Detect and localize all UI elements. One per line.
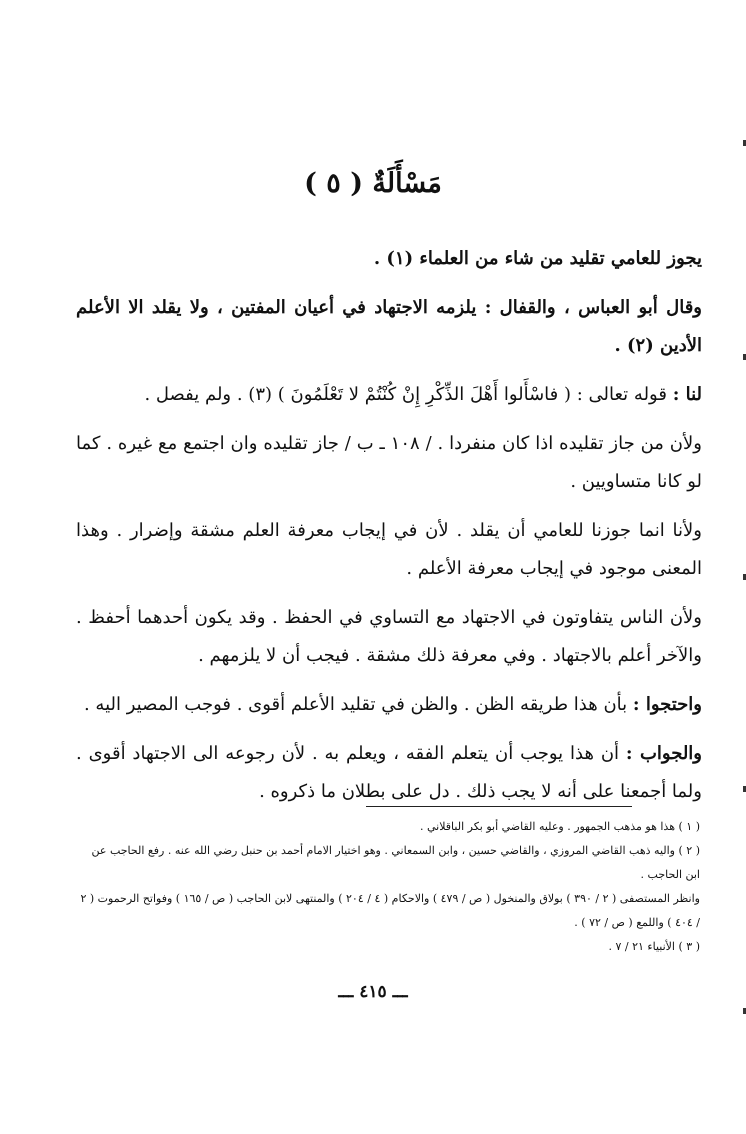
paragraph-text: بأن هذا طريقه الظن . والظن في تقليد الأعلم أقوى . فوجب المصير اليه . [83, 694, 628, 715]
footnote-3: ( ٣ ) الأنبياء ٢١ / ٧ . [608, 940, 700, 953]
paragraph-1 [76, 240, 702, 278]
footnote-1: ( ١ ) هذا هو مذهب الجمهور . وعليه القاضي أبو بكر الباقلاني . [420, 820, 700, 833]
paragraph-text: ولأن الناس يتفاوتون في الاجتهاد مع التساوي في الحفظ . وقد يكون أحدهما أحفظ . والآخر أعلم بالاجتهاد . وفي معرفة ذلك مشقة . فيجب أن لا يلزمهم . [76, 607, 702, 666]
paragraph-5 [76, 512, 702, 588]
page-number: ـــ ٤١٥ ـــ [338, 982, 408, 1002]
footnote-2-refs: وانظر المستصفى ( ٢ / ٣٩٠ ) بولاق والمنخول ( ص / ٤٧٩ ) والاحكام ( ٤ / ٢٠٤ ) والمنتهى لابن الحاجب ( ص / ١٦٥ ) وفواتح الرحموت ( ٢ / ٤٠٤ ) واللمع ( ص / ٧٢ ) . [80, 892, 700, 929]
footnote-2: ( ٢ ) واليه ذهب القاضي المروزي ، والقاضي حسين ، وابن السمعاني . وهو اختيار الامام أحمد بن حنبل رضي الله عنه . رفع الحاجب عن ابن الحاجب . [91, 844, 700, 881]
paragraph-4 [76, 425, 702, 501]
paragraph-text: قوله تعالى : ( فاسْأَلوا أَهْلَ الذِّكْرِ إِنْ كُنْتُمْ لا تَعْلَمُونَ ) (٣) . ولم يفصل . [144, 384, 667, 405]
paragraph-6 [76, 599, 702, 675]
paragraph-lead: والجواب : [625, 743, 702, 764]
footnotes [80, 815, 700, 959]
paragraph-2 [76, 289, 702, 365]
section-heading: مَسْأَلَةٌ ( ٥ ) [304, 168, 442, 199]
body-text [76, 240, 702, 822]
paragraph-text: ولأنا انما جوزنا للعامي أن يقلد . لأن في إيجاب معرفة العلم مشقة وإضرار . وهذا المعنى موجود في إيجاب معرفة الأعلم . [76, 520, 702, 579]
paragraph-lead: لنا : [672, 384, 702, 405]
paragraph-lead: واحتجوا : [632, 694, 702, 715]
paragraph-7 [76, 686, 702, 724]
paragraph-text: يجوز للعامي تقليد من شاء من العلماء (١) . [373, 248, 702, 269]
paragraph-3 [76, 376, 702, 414]
paragraph-8 [76, 735, 702, 811]
paragraph-text: وقال أبو العباس ، والقفال : يلزمه الاجتهاد في أعيان المفتين ، ولا يقلد الا الأعلم الأدين (٢) . [76, 297, 702, 356]
paragraph-text: ولأن من جاز تقليده اذا كان منفردا . / ١٠٨ ـ ب / جاز تقليده وان اجتمع مع غيره . كما لو كانا متساويين . [76, 433, 702, 492]
footnote-divider [366, 806, 632, 807]
paragraph-text: أن هذا يوجب أن يتعلم الفقه ، ويعلم به . لأن رجوعه الى الاجتهاد أقوى . ولما أجمعنا على أنه لا يجب ذلك . دل على بطلان ما ذكروه . [76, 743, 702, 802]
